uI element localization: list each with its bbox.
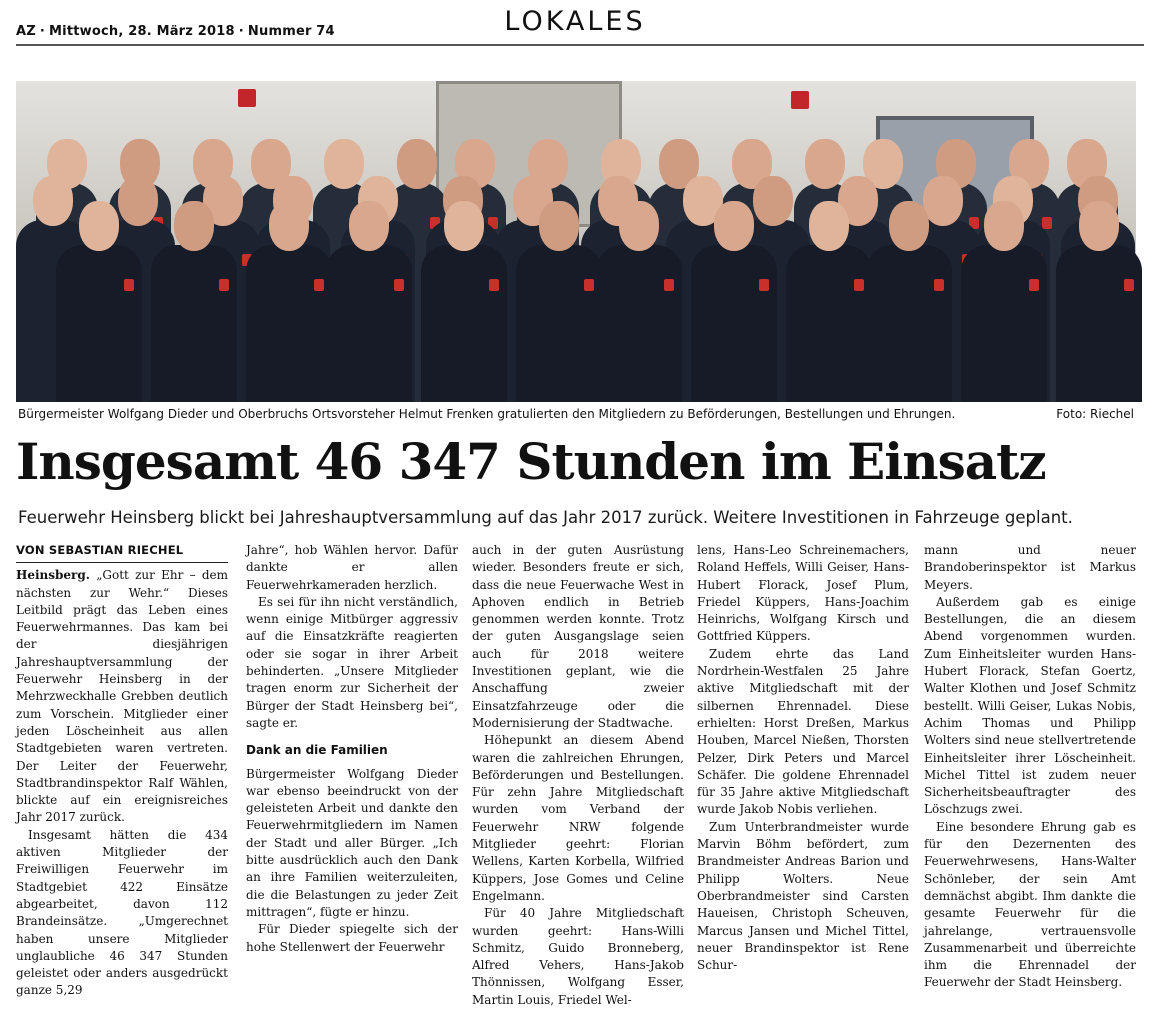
article-column-5 xyxy=(924,542,1136,990)
article-column-2 xyxy=(246,542,458,954)
photo-caption: Bürgermeister Wolfgang Dieder und Oberbruchs Ortsvorsteher Helmut Frenken gratulierten den Mitgliedern zu Beförderungen, Bestellungen und Ehrungen. xyxy=(18,407,956,421)
person-figure xyxy=(56,201,142,402)
paragraph: Für Dieder spiegelte sich der hohe Stellenwert der Feuerwehr xyxy=(246,922,458,954)
subheadline: Feuerwehr Heinsberg blickt bei Jahreshauptversammlung auf das Jahr 2017 zurück. Weitere Investitionen in Fahrzeuge geplant. xyxy=(18,508,1073,527)
person-figure xyxy=(691,201,777,402)
paragraph: Insgesamt hätten die 434 aktiven Mitglieder der Freiwilligen Feuerwehr im Stadtgebiet 422 Einsätze abgearbeitet, davon 112 Brandeinsätze. „Umgerechnet haben unsere Mitglieder unglaubliche 46 347 Stunden geleistet oder anders ausgedrückt ganze 5,29 xyxy=(16,827,228,998)
paragraph: Es sei für ihn nicht verständlich, wenn einige Mitbürger aggressiv auf die Einsatzkräfte reagierten oder sie sogar in ihrer Arbeit behinderten. „Unsere Mitglieder tragen enorm zur Sicherheit der Bürger der Stadt Heinsberg bei“, sagte er. xyxy=(246,594,458,730)
paragraph: Zudem ehrte das Land Nordrhein-Westfalen 25 Jahre aktive Mitgliedschaft mit der silbernen Ehrennadel. Diese erhielten: Horst Dreßen, Markus Houben, Marcel Nießen, Thorsten Pelzer, Dirk Peters und Marcel Schäfer. Die goldene Ehrennadel für 35 Jahre aktive Mitgliedschaft wurde Jakob Nobis verliehen. xyxy=(697,646,909,817)
article-column-4 xyxy=(697,542,909,973)
person-figure xyxy=(1056,201,1142,402)
photo-credit: Foto: Riechel xyxy=(1056,407,1134,421)
person-figure xyxy=(596,201,682,402)
paragraph: Eine besondere Ehrung gab es für den Dezernenten des Feuerwehrwesens, Hans-Walter Schönleber, der sein Amt demnächst abgibt. Ihm dankte die gesamte Feuerwehr für die jahrelange, vertrauensvolle Zusammenarbeit und überreichte ihm die Ehrennadel der Feuerwehr der Stadt Heinsberg. xyxy=(924,819,1136,990)
paragraph: Außerdem gab es einige Bestellungen, die an diesem Abend vorgenommen wurden. Zum Einheitsleiter wurden Hans-Hubert Florack, Stefan Goertz, Walter Klothen und Josef Schmitz bestellt. Willi Geiser, Lukas Nobis, Achim Thomas und Philipp Wolters sind neue stellvertretende Einheitsleiter ihrer Löscheinheit. Michel Tittel ist zudem neuer Sicherheitsbeauftragter des Löschzugs zwei. xyxy=(924,594,1136,817)
paragraph: auch in der guten Ausrüstung wieder. Besonders freute er sich, dass die neue Feuerwache West in Aphoven endlich in Betrieb genommen werden konnte. Trotz der guten Ausgangslage seien auch für 2018 weitere Investitionen geplant, wie die Anschaffung zweier Einsatzfahrzeuge oder die Modernisierung der Stadtwache. xyxy=(472,543,684,730)
masthead-info: AZ · Mittwoch, 28. März 2018 · Nummer 74 xyxy=(16,24,335,39)
paragraph: lens, Hans-Leo Schreinemachers, Roland Heffels, Willi Geiser, Hans-Hubert Florack, Josef Plum, Friedel Küppers, Hans-Joachim Heinrichs, Wolfgang Kirsch und Gottfried Küppers. xyxy=(697,543,909,644)
byline: VON SEBASTIAN RIECHEL xyxy=(16,542,228,563)
paragraph: Jahre“, hob Wählen hervor. Dafür dankte er allen Feuerwehrkameraden herzlich. xyxy=(246,543,458,592)
group-photo xyxy=(16,81,1136,402)
headline: Insgesamt 46 347 Stunden im Einsatz xyxy=(16,432,1046,491)
paragraph: mann und neuer Brandoberinspektor ist Markus Meyers. xyxy=(924,543,1136,592)
person-figure xyxy=(326,201,412,402)
paragraph: Bürgermeister Wolfgang Dieder war ebenso beeindruckt von der geleisteten Arbeit und dankte den Feuerwehrmitgliedern im Namen der Stadt und aller Bürger. „Ich bitte ausdrücklich auch den Dank an ihre Familien weiterzuleiten, die die Belastungen zu jeder Zeit mittragen“, fügte er hinzu. xyxy=(246,766,458,919)
section-title: LOKALES xyxy=(504,6,646,37)
paragraph: Zum Unterbrandmeister wurde Marvin Böhm befördert, zum Brandmeister Andreas Barion und Philipp Wolters. Neue Oberbrandmeister sind Carsten Haueisen, Christoph Scheuven, Marcus Jansen und Michel Tittel, neuer Brandinspektor ist Rene Schur- xyxy=(697,819,909,973)
person-figure xyxy=(246,201,332,402)
dateline: Heinsberg. xyxy=(16,568,90,583)
person-figure xyxy=(516,201,602,402)
person-figure xyxy=(866,201,952,402)
article-column-1 xyxy=(16,542,228,998)
paragraph: Für 40 Jahre Mitgliedschaft wurden geehrt: Hans-Willi Schmitz, Guido Bronneberg, Alfred Vehers, Hans-Jakob Thönnissen, Wolfgang Esser, Martin Louis, Friedel Wel- xyxy=(472,906,684,1007)
person-figure xyxy=(421,201,507,402)
article-column-3 xyxy=(472,542,684,1007)
person-figure xyxy=(786,201,872,402)
paragraph: Höhepunkt an diesem Abend waren die zahlreichen Ehrungen, Beförderungen und Bestellungen. Für zehn Jahre Mitgliedschaft wurden vom Verband der Feuerwehr NRW folgende Mitglieder geehrt: Florian Wellens, Karten Korbella, Wilfried Küppers, Jose Gomes und Celine Engelmann. xyxy=(472,733,684,903)
issue-date: Mittwoch, 28. März 2018 xyxy=(49,24,235,39)
issue-number: Nummer 74 xyxy=(247,24,335,39)
person-figure xyxy=(151,201,237,402)
person-figure xyxy=(961,201,1047,402)
paper-name: AZ xyxy=(16,24,36,39)
paragraph: Heinsberg. „Gott zur Ehr – dem nächsten zur Wehr.“ Dieses Leitbild prägt das Leben eines Feuerwehrmannes. Das kam bei der diesjährigen Jahreshauptversammlung der Feuerwehr Heinsberg in der Mehrzweckhalle Grebben deutlich zum Vorschein. Mitglieder einer jeden Löscheinheit aus allen Stadtgebieten waren vertreten. Der Leiter der Feuerwehr, Stadtbrandinspektor Ralf Wählen, blickte auf ein ereignisreiches Jahr 2017 zurück. xyxy=(16,568,228,825)
masthead-rule xyxy=(16,44,1144,46)
masthead xyxy=(0,0,1150,50)
section-subhead: Dank an die Familien xyxy=(246,743,388,758)
